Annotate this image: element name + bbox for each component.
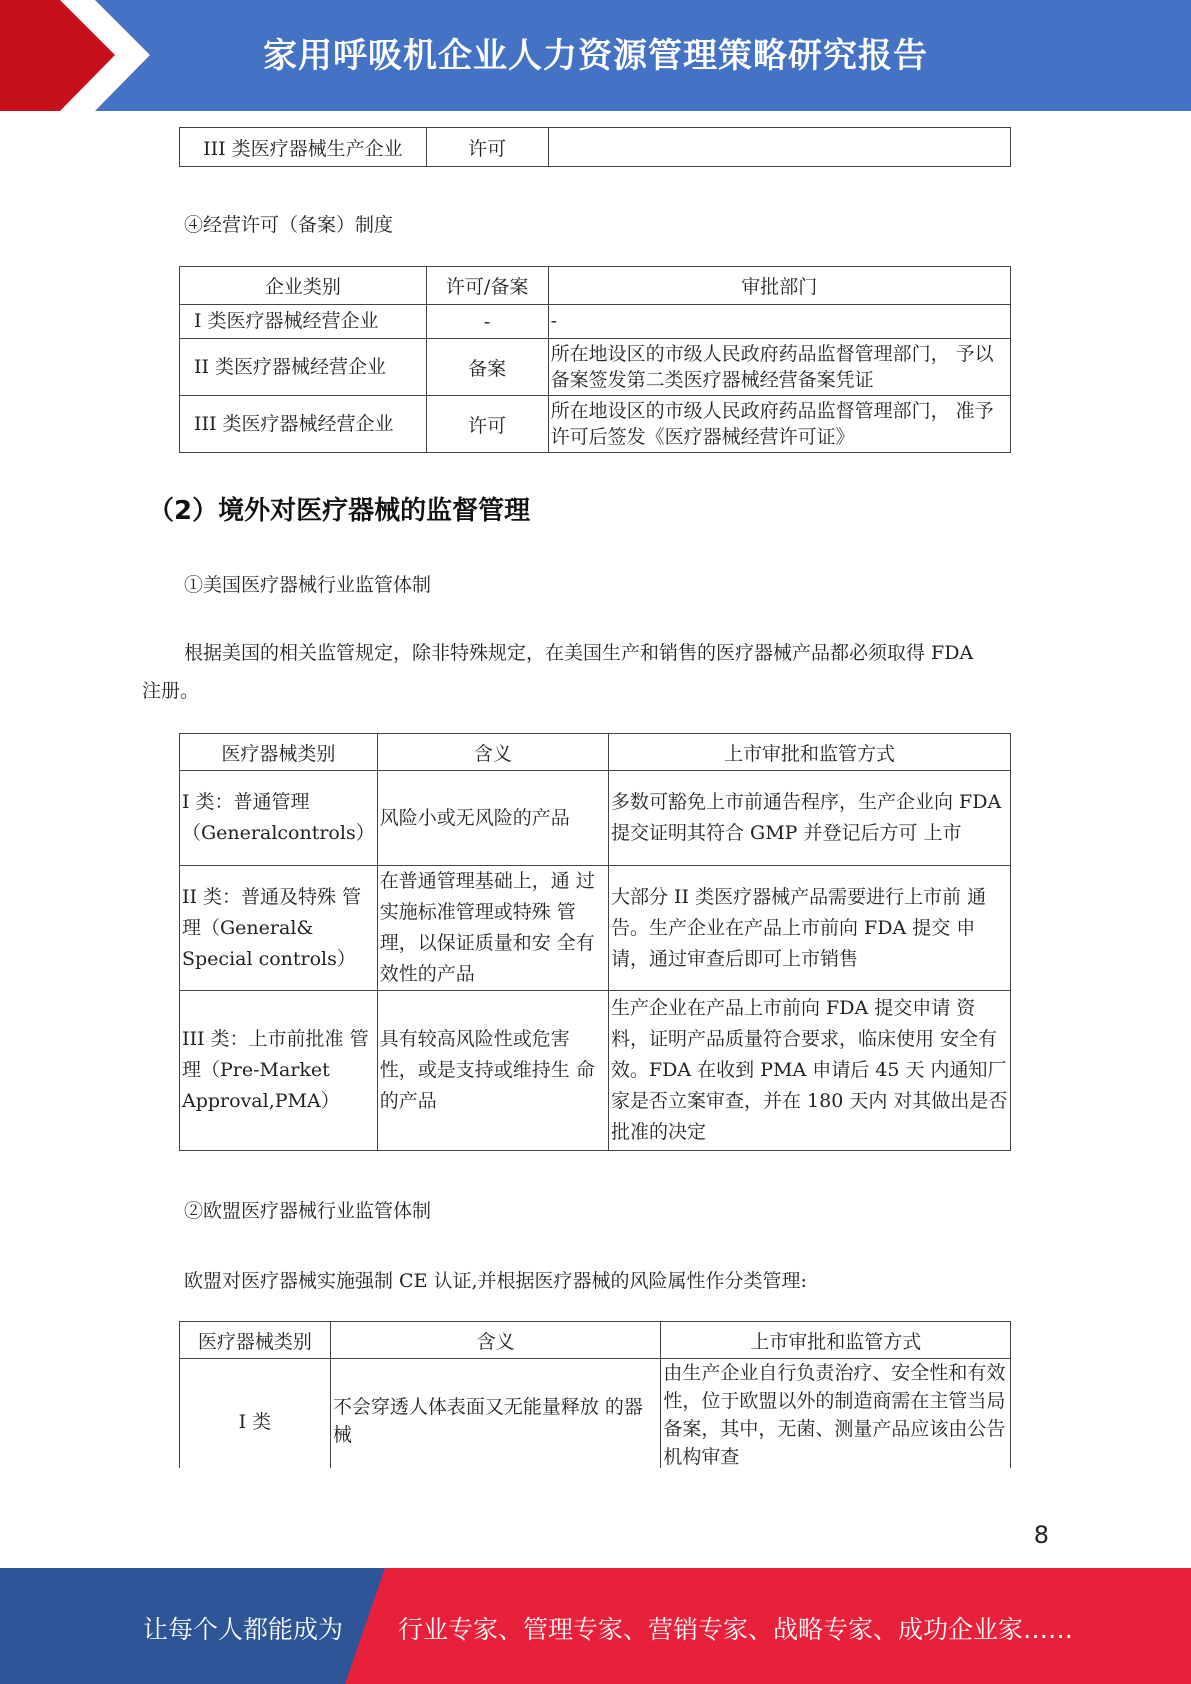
table-header-row [180, 267, 1011, 305]
table-cell: 备案 [426, 339, 548, 396]
table-row [180, 1359, 1011, 1469]
table-cell [548, 128, 1010, 167]
table-row [180, 771, 1011, 866]
table-cell: - [548, 305, 1010, 339]
table-row [180, 991, 1011, 1151]
table-cell: III 类医疗器械经营企业 [180, 396, 427, 453]
table-cell: 生产企业在产品上市前向 FDA 提交申请 资料，证明产品质量符合要求，临床使用 安全有效。FDA 在收到 PMA 申请后 45 天 内通知厂家是否立案审查，并在 180 天内 对其做出是否批准的决定 [609, 991, 1011, 1151]
eu-regulation-table-clip [179, 1321, 1013, 1468]
column-header: 上市审批和监管方式 [661, 1322, 1011, 1359]
footer-slogan-left: 让每个人都能成为 [143, 1615, 344, 1644]
table-cell: 许可 [426, 128, 548, 167]
page-number: 8 [1033, 1521, 1049, 1549]
table-cell: 所在地设区的市级人民政府药品监督管理部门， 准予许可后签发《医疗器械经营许可证》 [548, 396, 1010, 453]
page-header [0, 0, 1191, 111]
table-header-row [180, 734, 1011, 771]
table-cell: III 类：上市前批准 管理（Pre-Market Approval,PMA） [180, 991, 378, 1151]
column-header: 含义 [330, 1322, 661, 1359]
table-cell: I 类 [180, 1359, 331, 1469]
table-row [180, 339, 1011, 396]
page-title: 家用呼吸机企业人力资源管理策略研究报告 [263, 36, 928, 76]
table-cell: 具有较高风险性或危害性，或是支持或维持生 命的产品 [377, 991, 608, 1151]
table-header-row [180, 1322, 1011, 1359]
column-header: 上市审批和监管方式 [609, 734, 1011, 771]
table-cell: 风险小或无风险的产品 [377, 771, 608, 866]
column-header: 企业类别 [180, 267, 427, 305]
table-cell: II 类：普通及特殊 管理（General& Special controls） [180, 866, 378, 991]
column-header: 许可/备案 [426, 267, 548, 305]
table-cell: 许可 [426, 396, 548, 453]
table-row [180, 305, 1011, 339]
business-license-table [179, 266, 1011, 453]
column-header: 审批部门 [548, 267, 1010, 305]
column-header: 含义 [377, 734, 608, 771]
subheading-us: ①美国医疗器械行业监管体制 [184, 574, 432, 596]
subheading-business-license: ④经营许可（备案）制度 [184, 214, 394, 236]
footer-slogan-right: 行业专家、管理专家、营销专家、战略专家、成功企业家…… [398, 1615, 1074, 1644]
table-cell: 多数可豁免上市前通告程序，生产企业向 FDA 提交证明其符合 GMP 并登记后方可 上市 [609, 771, 1011, 866]
column-header: 医疗器械类别 [180, 1322, 331, 1359]
page-footer [0, 1568, 1191, 1684]
us-regulation-table [179, 733, 1011, 1151]
table-cell: I 类：普通管理（Generalcontrols） [180, 771, 378, 866]
table-cell: III 类医疗器械生产企业 [180, 128, 427, 167]
production-license-table-fragment [179, 127, 1011, 167]
table-cell: I 类医疗器械经营企业 [180, 305, 427, 339]
section-heading-overseas: （2）境外对医疗器械的监督管理 [148, 496, 531, 526]
subheading-eu: ②欧盟医疗器械行业监管体制 [184, 1200, 432, 1222]
table-row [180, 396, 1011, 453]
table-cell: 在普通管理基础上，通 过实施标准管理或特殊 管理，以保证质量和安 全有效性的产品 [377, 866, 608, 991]
eu-regulation-table [179, 1321, 1011, 1468]
paragraph-us-line1: 根据美国的相关监管规定，除非特殊规定，在美国生产和销售的医疗器械产品都必须取得 FDA [184, 642, 974, 664]
table-cell: 不会穿透人体表面又无能量释放 的器械 [330, 1359, 661, 1469]
table-cell: - [426, 305, 548, 339]
column-header: 医疗器械类别 [180, 734, 378, 771]
table-cell: 由生产企业自行负责治疗、安全性和有效性，位于欧盟以外的制造商需在主管当局备案，其中，无菌、测量产品应该由公告机构审查 [661, 1359, 1011, 1469]
paragraph-us-line2: 注册。 [142, 680, 200, 702]
table-cell: 所在地设区的市级人民政府药品监督管理部门， 予以备案签发第二类医疗器械经营备案凭证 [548, 339, 1010, 396]
table-row [180, 128, 1011, 167]
table-cell: II 类医疗器械经营企业 [180, 339, 427, 396]
table-row [180, 866, 1011, 991]
table-cell: 大部分 II 类医疗器械产品需要进行上市前 通告。生产企业在产品上市前向 FDA 提交 申请，通过审查后即可上市销售 [609, 866, 1011, 991]
paragraph-eu: 欧盟对医疗器械实施强制 CE 认证,并根据医疗器械的风险属性作分类管理: [184, 1270, 807, 1292]
